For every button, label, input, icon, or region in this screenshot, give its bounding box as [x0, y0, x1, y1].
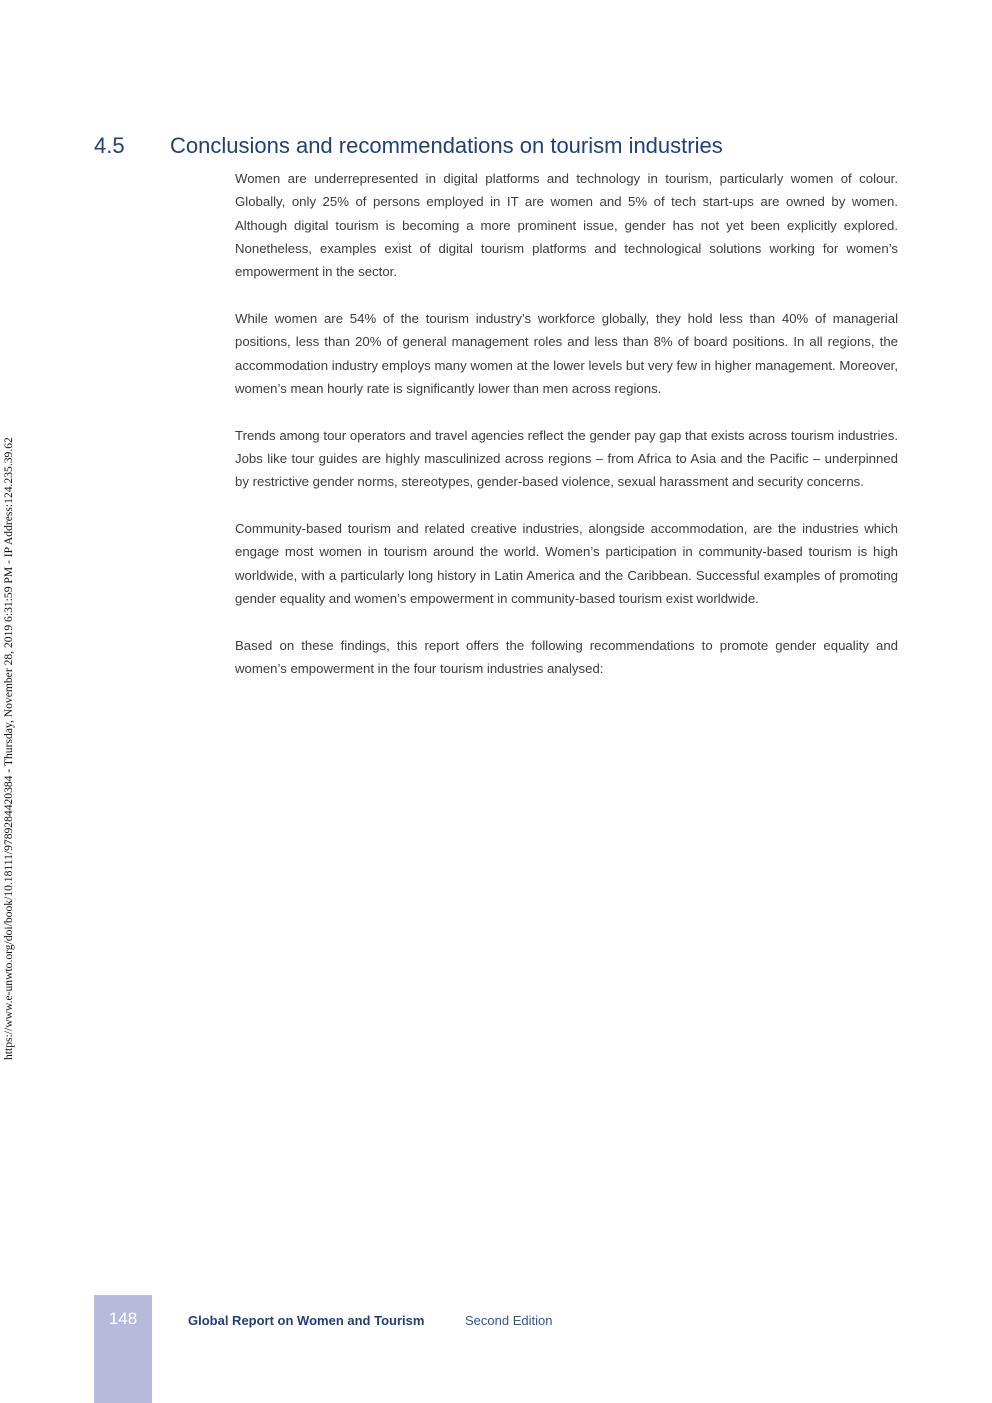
paragraph-tour-operators: Trends among tour operators and travel agencies reflect the gender pay gap that exists across tourism industries. Jobs like tour guides are highly masculinized across regions – from Africa to Asia and the Pacific – underpinned by restrictive gender norms, stereotypes, gender-based violence, sexual harassment and security concerns.	[235, 427, 898, 490]
footer-report-title: Global Report on Women and Tourism	[188, 1313, 425, 1328]
page-number: 148	[108, 1309, 138, 1328]
footer-edition: Second Edition	[465, 1313, 553, 1328]
page-number-tab	[94, 1295, 152, 1403]
access-stamp-text: https://www.e-unwto.org/doi/book/10.18111/9789284420384 - Thursday, November 28, 2019 6:31:59 PM - IP Address:124.235.39.62	[2, 437, 15, 1060]
section-number: 4.5	[94, 133, 125, 159]
paragraph-recommendations-intro: Based on these findings, this report offers the following recommendations to promote gender equality and women’s empowerment in the four tourism industries analysed:	[235, 637, 898, 677]
section-heading	[94, 132, 914, 160]
paragraph-community-tourism: Community-based tourism and related creative industries, alongside accommodation, are the industries which engage most women in tourism around the world. Women’s participation in community-based tourism is high worldwide, with a particularly long history in Latin America and the Caribbean. Successful examples of promoting gender equality and women’s empowerment in community-based tourism exist worldwide.	[235, 521, 898, 606]
body-text	[235, 167, 898, 704]
section-title: Conclusions and recommendations on tourism industries	[170, 133, 723, 159]
paragraph-digital-platforms: Women are underrepresented in digital platforms and technology in tourism, particularly women of colour. Globally, only 25% of persons employed in IT are women and 5% of tech start-ups are owned by women. Although digital tourism is becoming a more prominent issue, gender has not yet been explicitly explored. Nonetheless, examples exist of digital tourism platforms and technological solutions working for women’s empowerment in the sector.	[235, 171, 898, 280]
access-stamp	[0, 340, 18, 1060]
paragraph-accommodation: While women are 54% of the tourism industry’s workforce globally, they hold less than 40% of managerial positions, less than 20% of general management roles and less than 8% of board positions. In all regions, the accommodation industry employs many women at the lower levels but very few in higher management. Moreover, women’s mean hourly rate is significantly lower than men across regions.	[235, 310, 898, 396]
